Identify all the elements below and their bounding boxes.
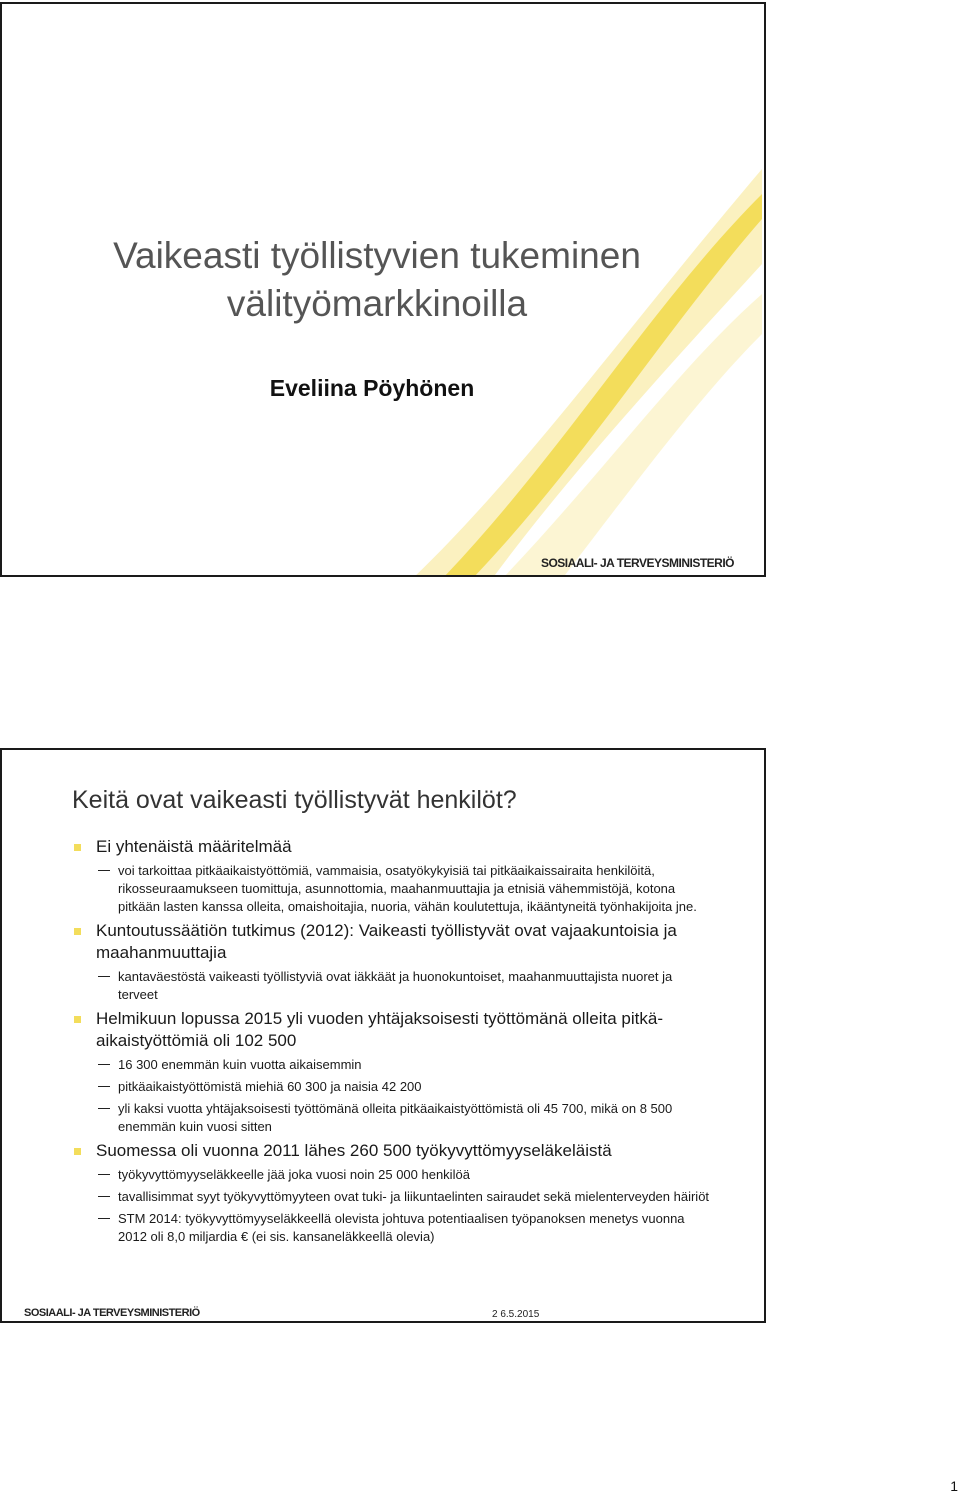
- sub-bullet-text: voi tarkoittaa pitkäaikaistyöttömiä, vammaisia, osatyökykyisiä tai pitkäaikaissairaita henkilöitä, rikosseuraamukseen tuomittuja, asunnottomia, maahanmuuttajia ja etnisiä vähemmistöjä, kotona pitkään lasten kanssa olleita, omaishoitajia, nuoria, vähän koulutettuja, ikääntyneitä työnhakijoita jne.: [118, 863, 697, 914]
- bullet-list: [74, 836, 714, 1250]
- bullet-square-icon: [74, 844, 81, 851]
- slide-footer: 2 6.5.2015: [492, 1309, 540, 1320]
- bullet-item: [74, 920, 714, 964]
- bullet-square-icon: [74, 1148, 81, 1155]
- sub-bullet-item: [74, 1078, 714, 1096]
- dash-icon: [98, 1196, 110, 1197]
- dash-icon: [98, 1174, 110, 1175]
- sub-bullet-text: STM 2014: työkyvyttömyyseläkkeellä olevista johtuva potentiaalisen työpanoksen menetys vuonna 2012 oli 8,0 miljardia € (ei sis. kansaneläkkeellä olevia): [118, 1211, 685, 1244]
- bullet-item: [74, 1008, 714, 1052]
- dash-icon: [98, 1218, 110, 1219]
- sub-bullet-item: [74, 1188, 714, 1206]
- sub-bullet-text: yli kaksi vuotta yhtäjaksoisesti työttömänä olleita pitkäaikaistyöttömistä oli 45 700, mikä on 8 500 enemmän kuin vuosi sitten: [118, 1101, 673, 1134]
- dash-icon: [98, 870, 110, 871]
- sub-bullet-text: kantaväestöstä vaikeasti työllistyviä ovat iäkkäät ja huonokuntoiset, maahanmuuttajista nuoret ja terveet: [118, 969, 673, 1002]
- page-number: 1: [950, 1478, 958, 1494]
- slide-heading: Keitä ovat vaikeasti työllistyvät henkilöt?: [72, 786, 517, 814]
- sub-bullet-item: [74, 1100, 714, 1136]
- ministry-logo: SOSIAALI- JA TERVEYSMINISTERIÖ: [24, 1307, 200, 1319]
- author-name: Eveliina Pöyhönen: [269, 375, 475, 401]
- bullet-text: Ei yhtenäistä määritelmää: [96, 837, 292, 856]
- dash-icon: [98, 976, 110, 977]
- sub-bullet-item: [74, 862, 714, 916]
- bullet-text: Helmikuun lopussa 2015 yli vuoden yhtäjaksoisesti työttömänä olleita pitkä-aikaistyöttömiä oli 102 500: [96, 1009, 663, 1050]
- dash-icon: [98, 1064, 110, 1065]
- content-slide: [0, 748, 766, 1323]
- sub-bullet-text: pitkäaikaistyöttömistä miehiä 60 300 ja naisia 42 200: [118, 1079, 422, 1094]
- sub-bullet-text: tavallisimmat syyt työkyvyttömyyteen ovat tuki- ja liikuntaelinten sairaudet sekä mielenterveyden häiriöt: [118, 1189, 710, 1204]
- bullet-text: Kuntoutussäätiön tutkimus (2012): Vaikeasti työllistyvät ovat vajaakuntoisia ja maahanmuuttajia: [96, 921, 677, 962]
- dash-icon: [98, 1086, 110, 1087]
- sub-bullet-item: [74, 1166, 714, 1184]
- bullet-item: [74, 1140, 714, 1162]
- ministry-logo: SOSIAALI- JA TERVEYSMINISTERIÖ: [540, 556, 734, 570]
- sub-bullet-text: 16 300 enemmän kuin vuotta aikaisemmin: [118, 1057, 362, 1072]
- dash-icon: [98, 1108, 110, 1109]
- bullet-square-icon: [74, 928, 81, 935]
- sub-bullet-item: [74, 1056, 714, 1074]
- presentation-title: Vaikeasti työllistyvien tukeminen välityömarkkinoilla: [113, 235, 641, 324]
- title-slide: [0, 2, 766, 577]
- bullet-square-icon: [74, 1016, 81, 1023]
- bullet-text: Suomessa oli vuonna 2011 lähes 260 500 työkyvyttömyyseläkeläistä: [96, 1141, 612, 1160]
- sub-bullet-item: [74, 1210, 714, 1246]
- sub-bullet-text: työkyvyttömyyseläkkeelle jää joka vuosi noin 25 000 henkilöä: [118, 1167, 470, 1182]
- bullet-item: [74, 836, 714, 858]
- sub-bullet-item: [74, 968, 714, 1004]
